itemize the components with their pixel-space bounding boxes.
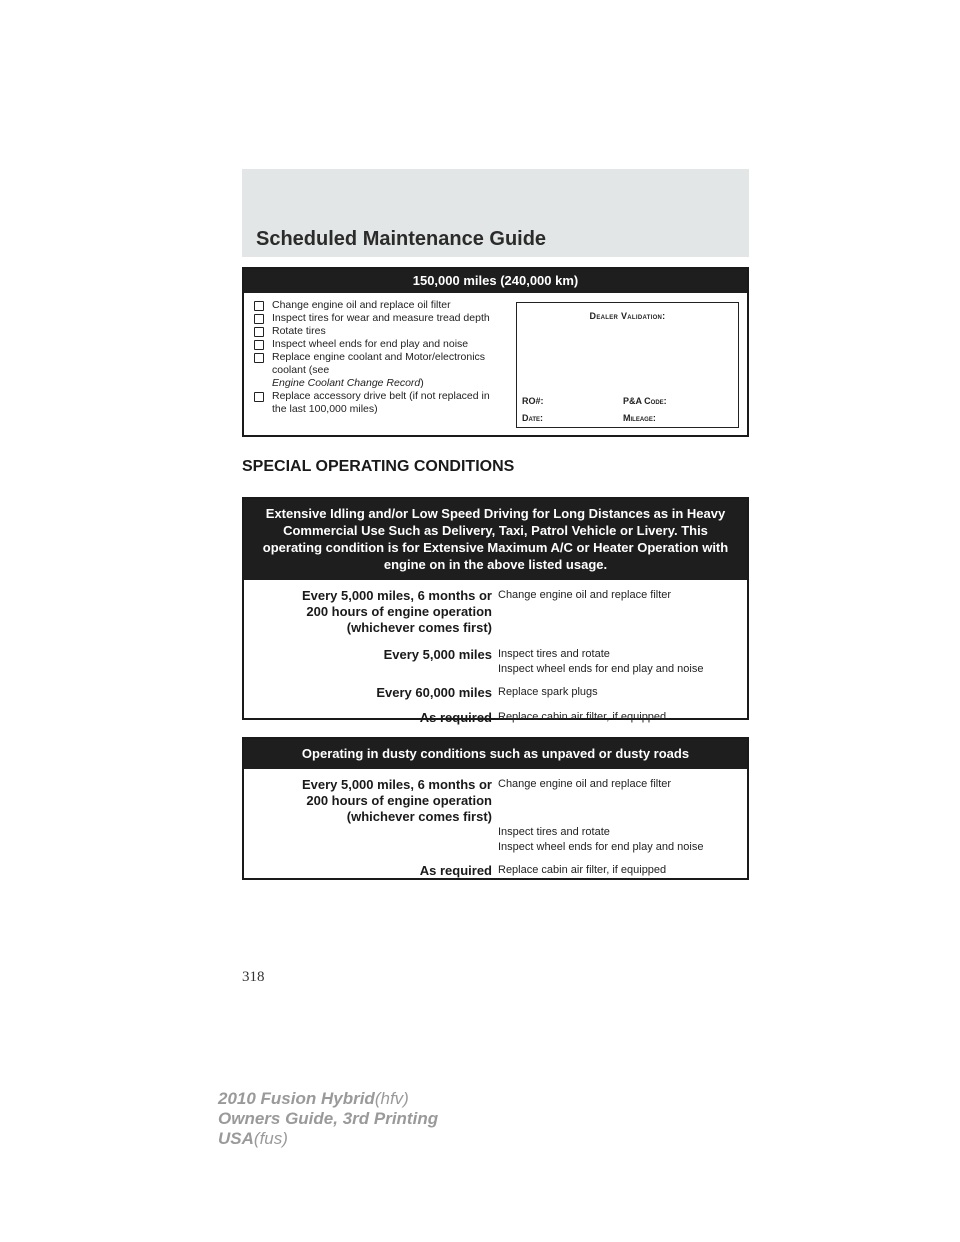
checkbox-icon[interactable]: [254, 327, 264, 337]
interval-label: As required: [419, 710, 492, 725]
condition-table-dusty: [242, 737, 749, 880]
checklist-item: [254, 390, 499, 416]
checkbox-icon[interactable]: [254, 301, 264, 311]
action-item: Replace cabin air filter, if equipped: [498, 864, 667, 876]
action-item: Inspect tires and rotate: [498, 648, 610, 660]
action-list: [492, 588, 747, 636]
action-list: [492, 863, 747, 879]
table-row: [244, 647, 747, 677]
action-item: Replace spark plugs: [498, 686, 598, 698]
footer-print-info: [218, 1089, 438, 1149]
condition-table-idling: [242, 497, 749, 725]
footer-market: USA: [218, 1129, 254, 1148]
pa-code-field: P&A Code:: [623, 396, 667, 406]
table-row: [244, 710, 747, 726]
interval-label: As required: [419, 863, 492, 878]
checklist-item: [254, 325, 499, 338]
checklist-item-label: Rotate tires: [272, 325, 326, 337]
checklist-item-label: Inspect wheel ends for end play and noise: [272, 338, 469, 350]
page-number: 318: [242, 969, 265, 985]
mileage-150000-box: [242, 267, 749, 437]
mileage-field: Mileage:: [623, 413, 656, 423]
table-row: [244, 685, 747, 701]
checkbox-icon[interactable]: [254, 340, 264, 350]
checklist-item-label: Replace accessory drive belt (if not replaced in the last 100,000 miles): [272, 390, 490, 415]
maintenance-checklist: [254, 299, 499, 416]
action-item: Replace cabin air filter, if equipped: [498, 711, 667, 723]
mileage-title: 150,000 miles (240,000 km): [244, 269, 747, 293]
section-heading: SPECIAL OPERATING CONDITIONS: [242, 458, 515, 475]
action-list: [492, 647, 747, 677]
action-item: Inspect wheel ends for end play and noise: [498, 663, 704, 675]
action-list: [492, 825, 747, 855]
table-row: [244, 777, 747, 825]
checkbox-icon[interactable]: [254, 353, 264, 363]
ro-number-field: RO#:: [522, 396, 544, 406]
action-item: Inspect wheel ends for end play and noise: [498, 841, 704, 853]
table-row: [244, 825, 747, 855]
condition-heading: Operating in dusty conditions such as unpaved or dusty roads: [244, 739, 747, 769]
footer-model-code: (hfv): [374, 1089, 409, 1108]
interval-label: Every 60,000 miles: [376, 685, 492, 700]
interval-label: [244, 825, 492, 855]
footer-model: 2010 Fusion Hybrid: [218, 1089, 375, 1108]
coolant-record-reference: Engine Coolant Change Record: [272, 377, 421, 389]
date-field: Date:: [522, 413, 544, 423]
action-item: Change engine oil and replace filter: [498, 589, 672, 601]
table-row: [244, 588, 747, 636]
checklist-item-label: Change engine oil and replace oil filter: [272, 299, 451, 311]
footer-market-code: (fus): [253, 1129, 288, 1148]
interval-label: Every 5,000 miles: [383, 647, 492, 662]
table-row: [244, 863, 747, 879]
dealer-validation-title: Dealer Validation:: [589, 311, 666, 321]
checklist-item-label: Inspect tires for wear and measure tread depth: [272, 312, 490, 324]
page-title: Scheduled Maintenance Guide: [256, 228, 547, 250]
action-list: [492, 710, 747, 726]
checklist-item-label: Replace engine coolant and Motor/electronics coolant (see: [272, 351, 486, 376]
action-list: [492, 685, 747, 701]
checkbox-icon[interactable]: [254, 314, 264, 324]
action-item: Change engine oil and replace filter: [498, 778, 672, 790]
action-item: Inspect tires and rotate: [498, 826, 610, 838]
footer-guide: Owners Guide, 3rd Printing: [218, 1109, 439, 1128]
action-list: [492, 777, 747, 825]
condition-heading: Extensive Idling and/or Low Speed Driving for Long Distances as in Heavy Commercial Use Such as Delivery, Taxi, Patrol Vehicle or Livery. This operating condition is for Extensive Maximum A/C or Heater Operation with engine on in the above listed usage.: [244, 499, 747, 580]
checklist-item: [254, 312, 499, 325]
interval-label: Every 5,000 miles, 6 months or 200 hours of engine operation (whichever comes first): [301, 777, 492, 824]
checklist-item: [254, 299, 499, 312]
interval-label: Every 5,000 miles, 6 months or 200 hours of engine operation (whichever comes first): [301, 588, 492, 635]
dealer-validation-box: [516, 302, 739, 428]
checklist-item: [254, 338, 499, 351]
checkbox-icon[interactable]: [254, 392, 264, 402]
checklist-item: Replace engine coolant and Motor/electronics coolant (see Engine Coolant Change Record): [254, 351, 499, 390]
